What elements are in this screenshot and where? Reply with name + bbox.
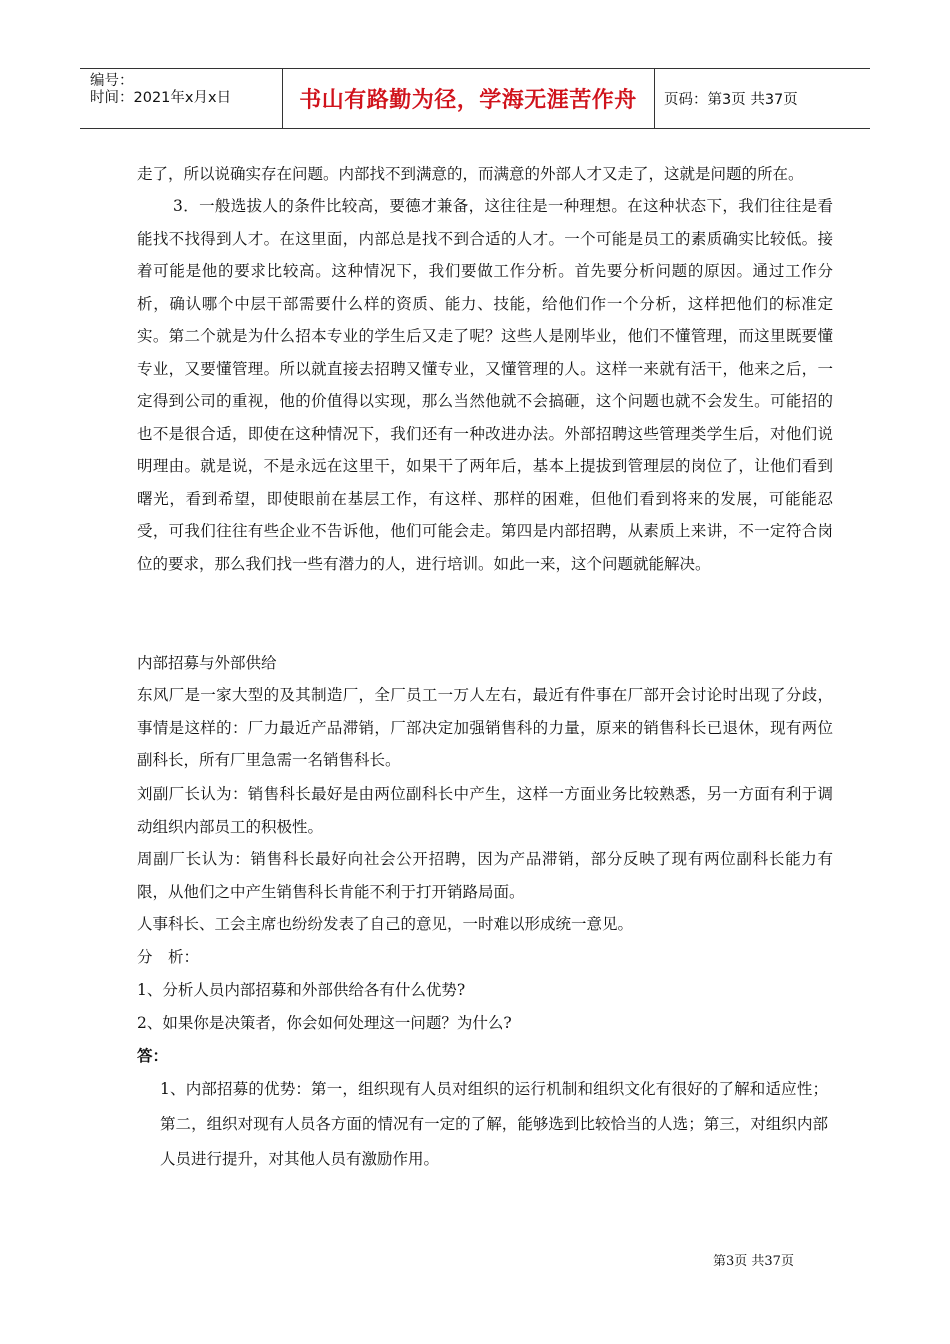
header-page-cell (654, 69, 870, 128)
document-number-label: 编号： (90, 73, 134, 89)
case-paragraph-liu: 刘副厂长认为：销售科长最好是由两位副科长中产生，这样一方面业务比较熟悉，另一方面有利于调动组织内部员工的积极性。 (137, 785, 833, 836)
question-2: 2、如果你是决策者，你会如何处理这一问题？为什么? (137, 1014, 512, 1032)
document-date-label: 时间：2021年x月x日 (90, 90, 232, 106)
analysis-label: 分 析： (137, 948, 200, 966)
case-paragraph-background: 东风厂是一家大型的及其制造厂，全厂员工一万人左右，最近有件事在厂部开会讨论时出现了分歧，事情是这样的：厂力最近产品滞销，厂部决定加强销售科的力量，原来的销售科长已退休，现有两位副科长，所有厂里急需一名销售科长。 (137, 686, 833, 769)
header-motto-cell (282, 69, 655, 128)
header-motto: 书山有路勤为径，学海无涯苦作舟 (299, 88, 637, 113)
case-title: 内部招募与外部供给 (137, 654, 277, 672)
answer-label: 答： (137, 1046, 169, 1065)
question-1: 1、分析人员内部招募和外部供给各有什么优势? (137, 981, 466, 999)
header-meta-cell (80, 69, 283, 128)
paragraph-point-3: 3．一般选拔人的条件比较高，要德才兼备，这往往是一种理想。在这种状态下，我们往往是看能找不找得到人才。在这里面，内部总是找不到合适的人才。一个可能是员工的素质确实比较低。接着可能是他的要求比较高。这种情况下，我们要做工作分析。首先要分析问题的原因。通过工作分析，确认哪个中层干部需要什么样的资质、能力、技能，给他们作一个分析，这样把他们的标准定实。第二个就是为什么招本专业的学生后又走了呢？这些人是刚毕业，他们不懂管理，而这里既要懂专业，又要懂管理。所以就直接去招聘又懂专业，又懂管理的人。这样一来就有活干，他来之后，一定得到公司的重视，他的价值得以实现，那么当然他就不会搞砸，这个问题也就不会发生。可能招的也不是很合适，即使在这种情况下，我们还有一种改进办法。外部招聘这些管理类学生后，对他们说明理由。就是说，不是永远在这里干，如果干了两年后，基本上提拔到管理层的岗位了，让他们看到曙光，看到希望，即使眼前在基层工作，有这样、那样的困难，但他们看到将来的发展，可能能忍受，可我们往往有些企业不告诉他，他们可能会走。第四是内部招聘，从素质上来讲，不一定符合岗位的要求，那么我们找一些有潜力的人，进行培训。如此一来，这个问题就能解决。 (137, 197, 833, 573)
paragraph-continuation: 走了，所以说确实存在问题。内部找不到满意的，而满意的外部人才又走了，这就是问题的所在。 (137, 165, 804, 183)
header-page-number: 页码：第3页 共37页 (664, 92, 798, 108)
case-paragraph-zhou: 周副厂长认为：销售科长最好向社会公开招聘，因为产品滞销，部分反映了现有两位副科长能力有限，从他们之中产生销售科长肯能不利于打开销路局面。 (137, 850, 833, 901)
case-paragraph-others: 人事科长、工会主席也纷纷发表了自己的意见，一时难以形成统一意见。 (137, 915, 634, 933)
page-footer: 第3页 共37页 (713, 1254, 794, 1269)
answer-paragraph-1: 1、内部招募的优势：第一，组织现有人员对组织的运行机制和组织文化有很好的了解和适应性；第二，组织对现有人员各方面的情况有一定的了解，能够选到比较恰当的人选；第三，对组织内部人员进行提升，对其他人员有激励作用。 (160, 1080, 828, 1168)
document-header (80, 68, 870, 129)
